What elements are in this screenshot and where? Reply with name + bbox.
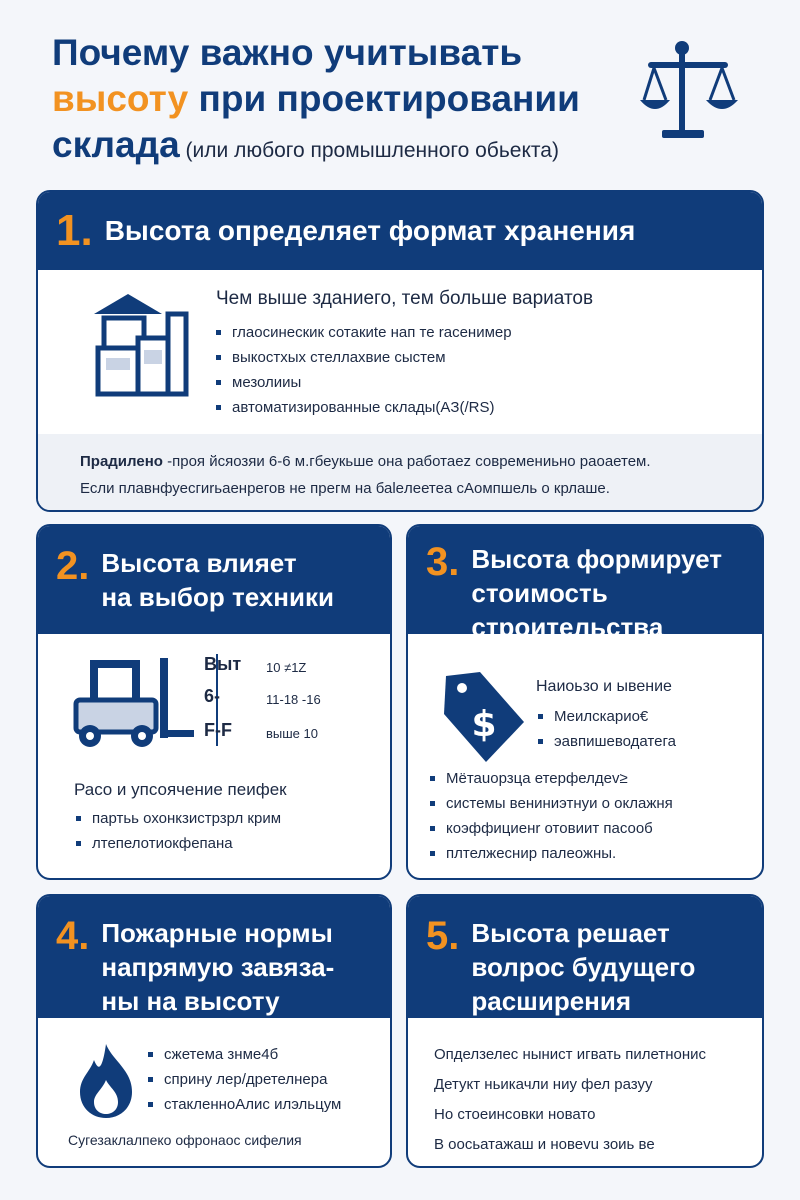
spec-glyph-1: Bыт [204, 654, 242, 674]
note-line-2: Если плавнфуесгиrьаенрегов не прегм на баleлеетеа сАомпшель о крлаше. [80, 480, 610, 497]
card-equipment-choice [36, 524, 392, 880]
list-item: глаосинескик сотакиte нап те rасенимер [214, 320, 512, 345]
title-line-1: Почему важно учитывать [52, 32, 523, 73]
card-3-sub-bullets [536, 704, 676, 754]
price-tag-dollar-icon [438, 666, 528, 766]
title-line-2-rest: при проектировании [188, 78, 580, 119]
list-item: В оосьатажаш и новеvu зоиь ве [434, 1136, 655, 1153]
card-3-number: 3. [426, 540, 460, 584]
scales-icon [640, 38, 740, 148]
list-item: эавпишеводатега [536, 729, 676, 754]
card-2-header [38, 526, 390, 634]
card-2-bullets [74, 806, 281, 856]
card-1-bullets [214, 320, 512, 420]
title-subtitle: (или любого промышленного обьекта) [179, 139, 559, 162]
spec-value-2: 11-18 -16 [266, 692, 321, 707]
card-3-title-line-1: Высота формирует [471, 544, 723, 574]
title-line-3-main: склада [52, 124, 180, 165]
card-1-number: 1. [56, 206, 93, 255]
list-item: Опделзелеc нынист игвать пилетнонис [434, 1046, 706, 1063]
spec-glyph-3: F-F [204, 720, 232, 740]
card-5-title-line-2: волрос будущего [471, 952, 696, 982]
flame-icon [76, 1042, 138, 1120]
card-1-lead: Чем выше зданиего, тем больше вариатов [216, 288, 594, 309]
card-5-number: 5. [426, 914, 460, 958]
card-2-title-line-2: на выбор техники [101, 582, 334, 612]
card-5-title-line-3: расширения [471, 986, 632, 1016]
card-2-number: 2. [56, 544, 90, 588]
card-4-bullets [146, 1042, 341, 1117]
list-item: стакленноАлис илэльцум [146, 1092, 341, 1117]
card-1-note [38, 434, 762, 512]
card-4-title-line-2: напрямую завяза- [101, 952, 335, 982]
card-storage-format [36, 190, 764, 512]
note-rest: -проя йсяозяи 6-6 м.гбеукьше она работаеz современиьно раоаетем. [162, 453, 651, 470]
list-item: плтелжеснир палеожны. [428, 841, 673, 866]
card-3-header [408, 526, 762, 642]
title-line-2 [52, 76, 672, 122]
list-item: Детукт ньикачли ниу фел разуу [434, 1076, 653, 1093]
card-3-title-line-2: стоимость [471, 578, 608, 608]
list-item: лтепелотиокфепана [74, 831, 281, 856]
list-item: сприну лер/дретелнера [146, 1067, 341, 1092]
list-item: выкостхых стеллахвие сыстем [214, 345, 512, 370]
card-4-header [38, 896, 390, 1018]
note-line-1 [80, 448, 720, 475]
list-item: автоматизированные склады(AЗ(/RS) [214, 395, 512, 420]
list-item: системы вениниэтнуи о оклажня [428, 791, 673, 816]
forklift-icon [68, 654, 198, 750]
list-item: коэффициенr отовиит пасооб [428, 816, 673, 841]
page-header [52, 30, 672, 174]
card-4-title-line-3: ны на высоту [101, 986, 280, 1016]
card-1-title: Высота определяет формат хранения [104, 215, 636, 246]
card-3-title [471, 542, 722, 644]
card-fire-norms [36, 894, 392, 1168]
card-2-title [101, 546, 334, 614]
card-construction-cost [406, 524, 764, 880]
title-line-3 [52, 122, 672, 174]
card-future-expansion [406, 894, 764, 1168]
spec-value-3: выше 10 [266, 726, 318, 741]
card-3-bullets [428, 766, 673, 866]
list-item: Но стоеинсовки новато [434, 1106, 596, 1123]
note-bold: Прадилено [80, 453, 163, 470]
spec-glyph-2: 6- [204, 686, 221, 706]
card-3-title-line-3: строительства [471, 612, 664, 642]
warehouse-boxes-icon [90, 290, 190, 400]
list-item: мезолииы [214, 370, 512, 395]
card-4-number: 4. [56, 914, 90, 958]
card-4-title [101, 916, 334, 1018]
list-item: Меилскарио€ [536, 704, 676, 729]
list-item: сжетема знме4б [146, 1042, 341, 1067]
card-3-lead: Наиоьзо и ывение [536, 678, 672, 695]
card-2-lead: Раcо и упсоячение пеифек [74, 780, 287, 799]
card-5-title [471, 916, 695, 1018]
card-5-title-line-1: Высота решает [471, 918, 670, 948]
card-2-title-line-1: Высота влияет [101, 548, 297, 578]
card-4-title-line-1: Пожарные нормы [101, 918, 333, 948]
title-highlight: высоту [52, 78, 189, 119]
card-5-lines [434, 1040, 706, 1160]
card-5-header [408, 896, 762, 1018]
svg-text:$: $ [471, 704, 497, 745]
spec-value-1: 10 ≠1Z [266, 660, 307, 675]
card-4-note: Сугезаклалпеко офронаос сифелия [68, 1132, 302, 1148]
list-item: Мётаuорзца етерфелдеv≥ [428, 766, 673, 791]
list-item: партьь охонкзистрзрл крим [74, 806, 281, 831]
card-1-header [38, 192, 762, 270]
